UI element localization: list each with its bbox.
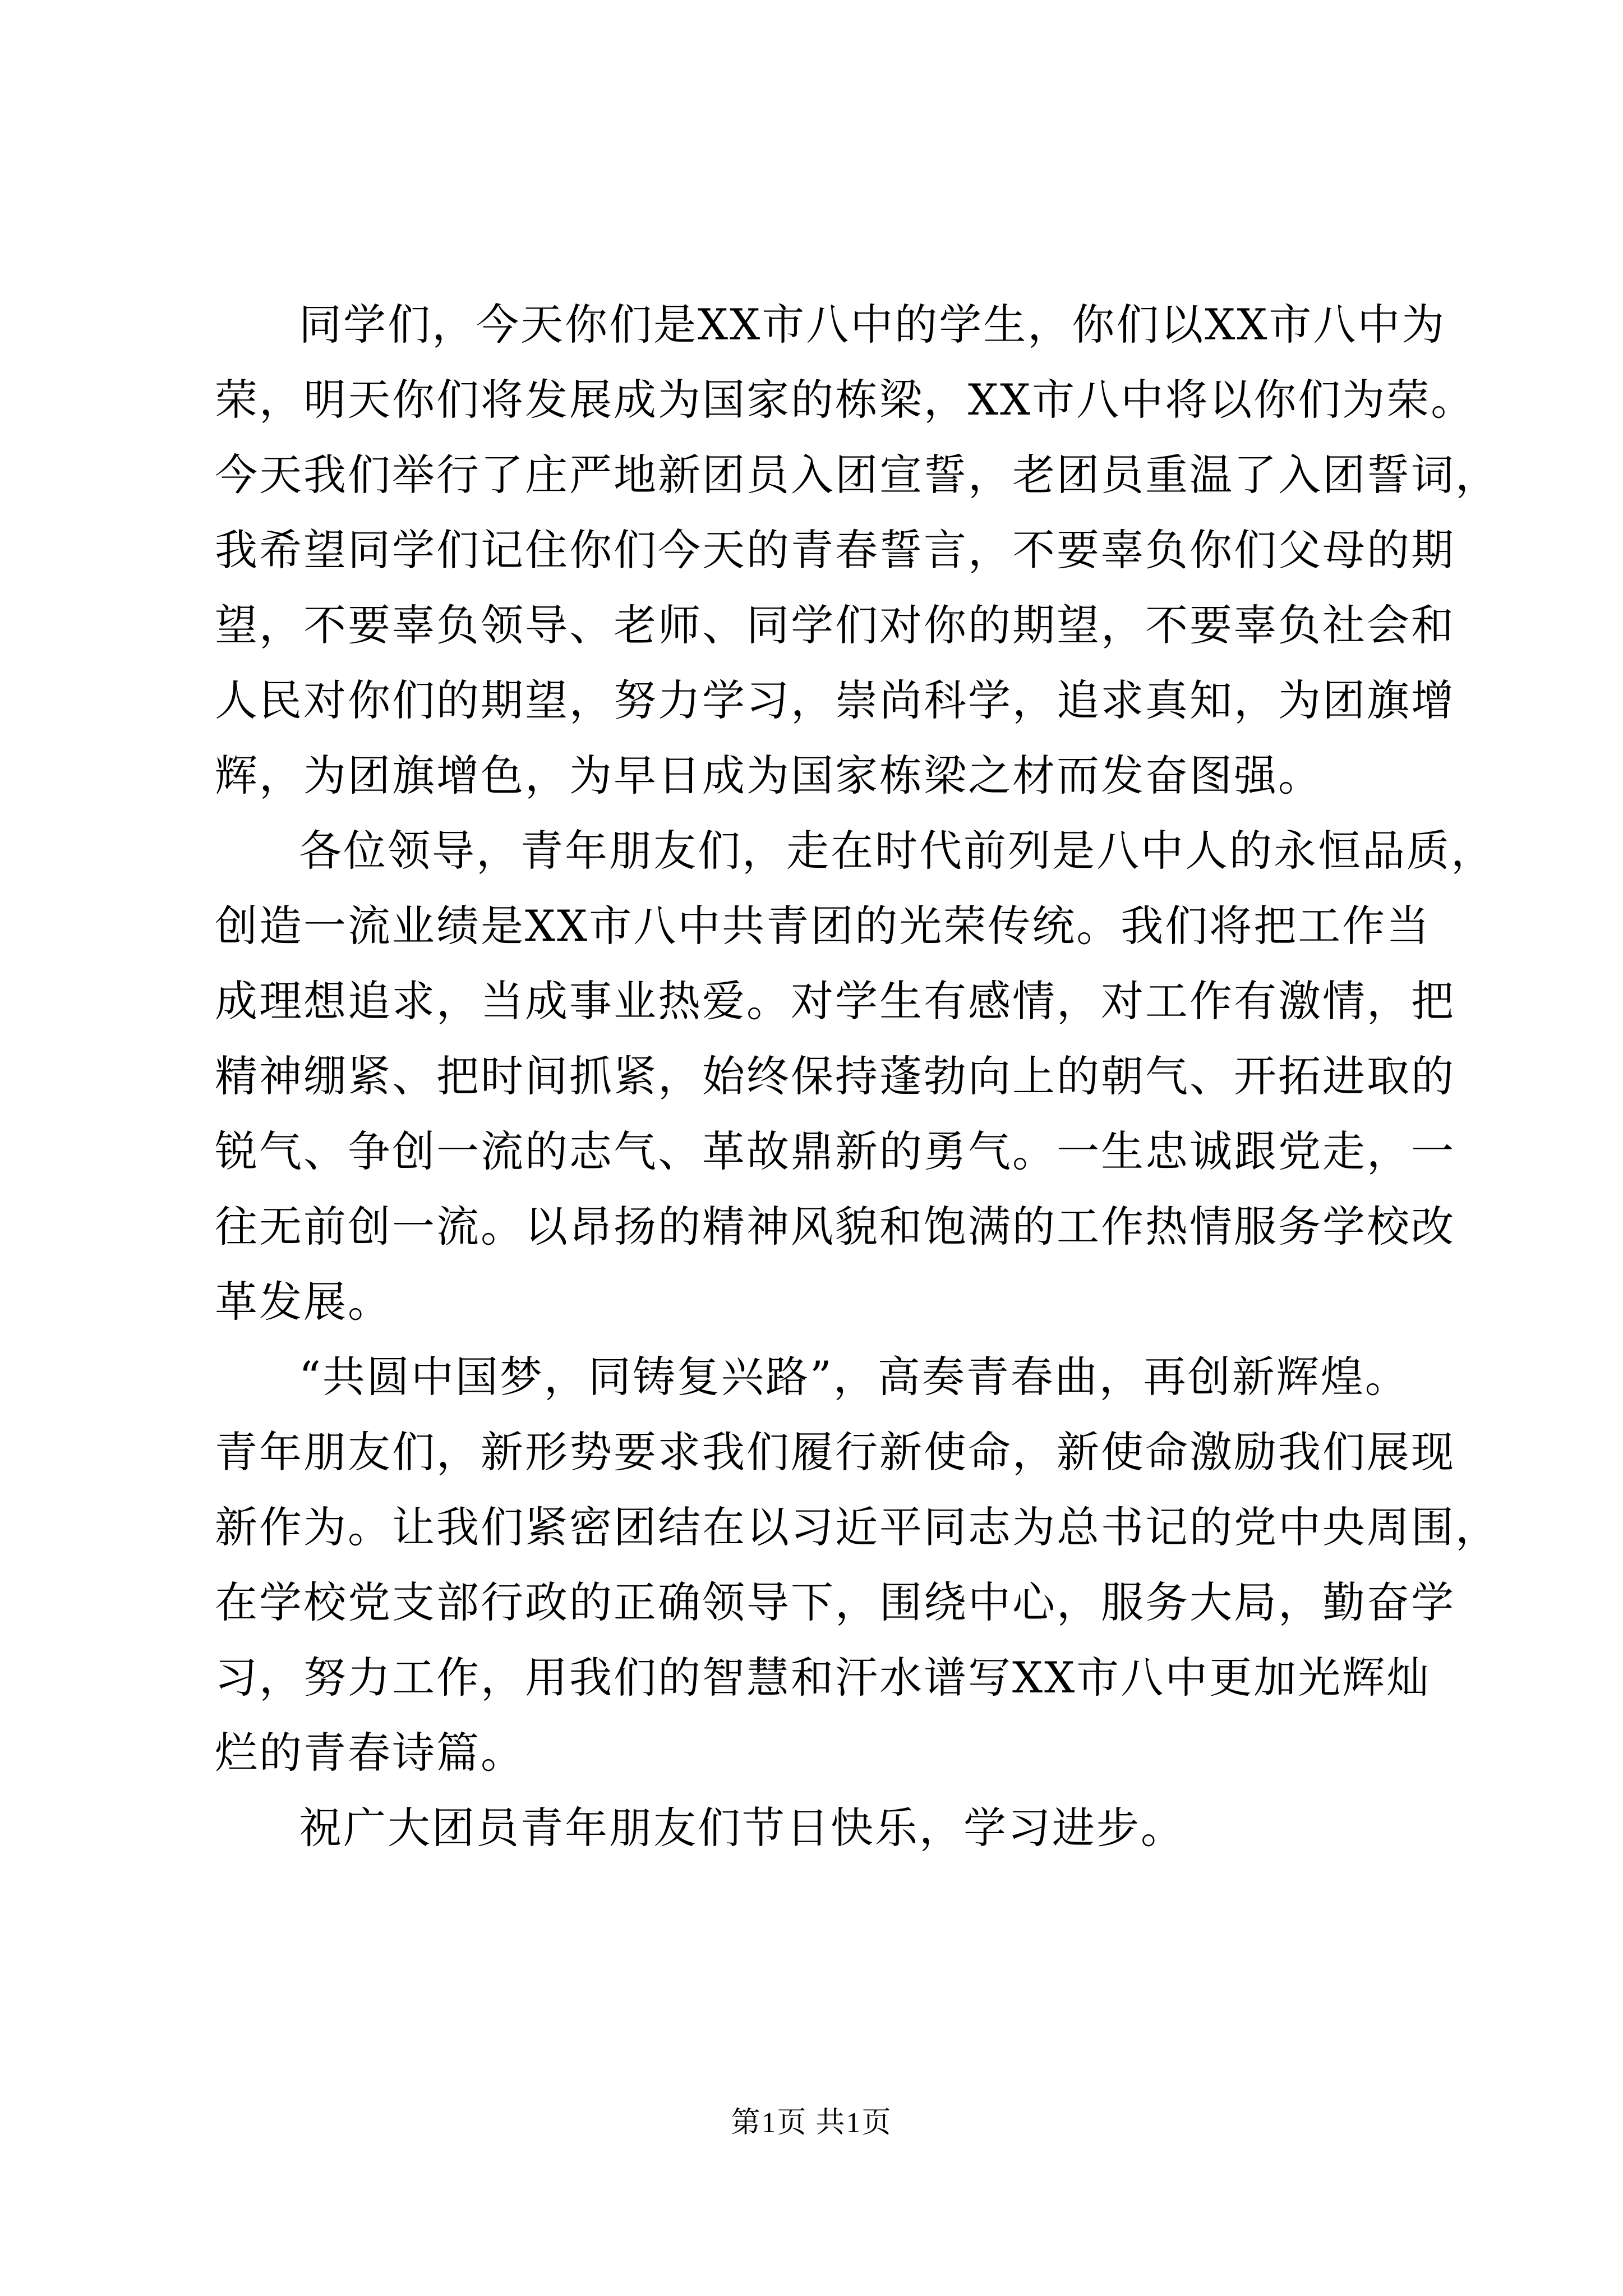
paragraph-2-line-1: 各位领导，青年朋友们，走在时代前列是八中人的永恒品质， [299, 826, 1495, 876]
paragraph-3-line-4: 在学校党支部行政的正确领导下，围绕中心，服务大局，勤奋学 [215, 1577, 1455, 1627]
paragraph-3-line-3: 新作为。让我们紧密团结在以习近平同志为总书记的党中央周围， [215, 1502, 1500, 1552]
paragraph-2-line-5: 锐气、争创一流的志气、革故鼎新的勇气。一生忠诚跟党走，一 [215, 1126, 1455, 1176]
paragraph-3-line-2: 青年朋友们，新形势要求我们履行新使命，新使命激励我们展现 [215, 1427, 1455, 1477]
paragraph-1-line-7: 辉，为团旗增色，为早日成为国家栋梁之材而发奋图强。 [215, 751, 1322, 800]
paragraph-1-line-5: 望，不要辜负领导、老师、同学们对你的期望，不要辜负社会和 [215, 600, 1455, 650]
paragraph-1-line-2: 荣，明天你们将发展成为国家的栋梁，XX市八中将以你们为荣。 [215, 375, 1476, 425]
paragraph-4-line-1: 祝广大团员青年朋友们节日快乐，学习进步。 [299, 1803, 1185, 1853]
paragraph-2-line-6: 往无前创一流。以昂扬的精神风貌和饱满的工作热情服务学校改 [215, 1202, 1455, 1251]
page-footer: 第1页 共1页 [731, 2107, 892, 2139]
paragraph-1-line-6: 人民对你们的期望，努力学习，崇尚科学，追求真知，为团旗增 [215, 675, 1455, 725]
paragraph-3-line-1: “共圆中国梦，同铸复兴路”，高奏青春曲，再创新辉煌。 [299, 1352, 1409, 1402]
paragraph-3-line-5: 习，努力工作，用我们的智慧和汗水谱写XX市八中更加光辉灿 [215, 1653, 1431, 1703]
paragraph-2-line-7: 革发展。 [215, 1277, 392, 1327]
paragraph-3-line-6: 烂的青春诗篇。 [215, 1728, 525, 1778]
paragraph-1-line-3: 今天我们举行了庄严地新团员入团宣誓，老团员重温了入团誓词， [215, 450, 1500, 500]
paragraph-1-line-4: 我希望同学们记住你们今天的青春誓言，不要辜负你们父母的期 [215, 525, 1455, 575]
paragraph-2-line-2: 创造一流业绩是XX市八中共青团的光荣传统。我们将把工作当 [215, 901, 1431, 951]
paragraph-2-line-3: 成理想追求，当成事业热爱。对学生有感情，对工作有激情，把 [215, 976, 1455, 1026]
paragraph-2-line-4: 精神绷紧、把时间抓紧，始终保持蓬勃向上的朝气、开拓进取的 [215, 1051, 1455, 1101]
paragraph-1-line-1: 同学们，今天你们是XX市八中的学生，你们以XX市八中为 [299, 300, 1446, 349]
